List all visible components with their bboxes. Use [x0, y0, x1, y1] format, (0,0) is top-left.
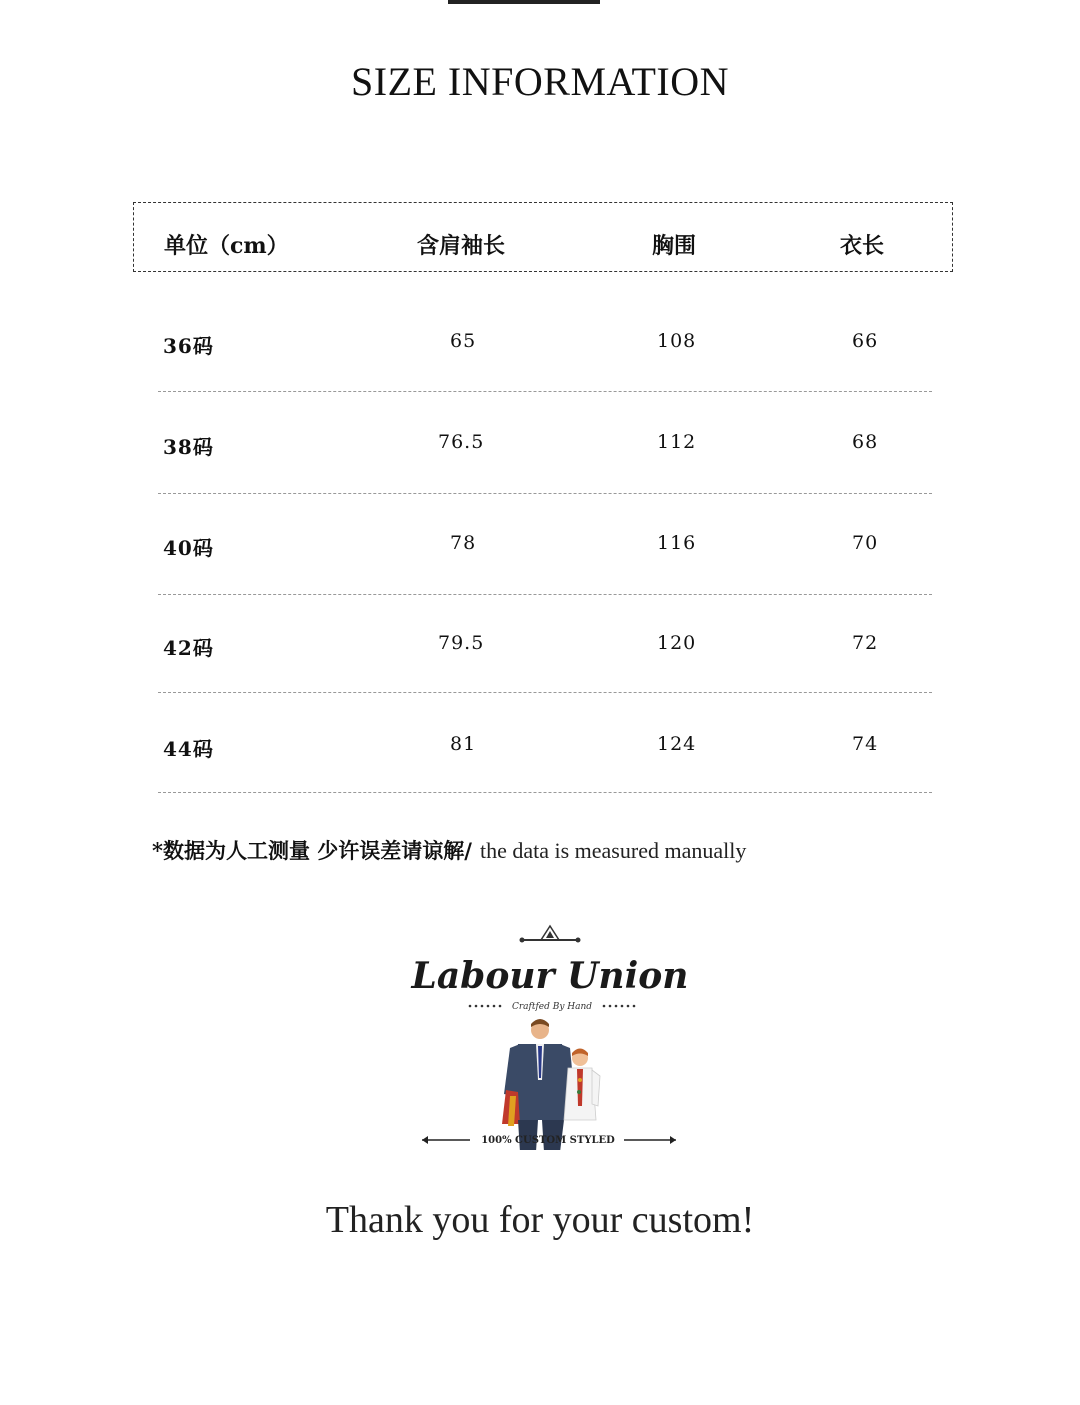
header-unit: 单位（cm）: [164, 233, 289, 259]
header-sleeve-length: 含肩袖长: [417, 233, 506, 259]
labour-union-logo: [410, 920, 690, 1150]
sleeve-cell: 76.5: [438, 431, 485, 453]
logo-banner-text: 100% CUSTOM STYLED: [481, 1135, 615, 1146]
table-row: [0, 431, 1080, 471]
note-chinese: *数据为人工测量 少许误差请谅解/: [152, 838, 472, 863]
thank-you-message: Thank you for your custom!: [325, 1199, 755, 1241]
logo-tagline: Craftfed By Hand: [511, 1002, 593, 1012]
size-cell: 36码: [163, 334, 214, 358]
size-cell: 38码: [163, 435, 214, 459]
size-cell: 40码: [163, 536, 214, 560]
row-divider: [158, 493, 932, 494]
header-garment-length: 衣长: [840, 233, 885, 259]
note-english: the data is measured manually: [479, 838, 747, 863]
man-in-suit-illustration: [502, 1019, 574, 1150]
length-cell: 72: [852, 632, 879, 654]
sleeve-cell: 79.5: [438, 632, 485, 654]
tagline-dots-right: [603, 1005, 636, 1008]
row-divider: [158, 692, 932, 693]
chest-cell: 124: [657, 733, 697, 755]
chest-cell: 108: [657, 330, 697, 352]
header-chest: 胸围: [652, 233, 697, 259]
table-row: [0, 532, 1080, 572]
top-decorative-bar: [448, 0, 600, 4]
sleeve-cell: 78: [450, 532, 477, 554]
table-row: [0, 330, 1080, 370]
page-title: SIZE INFORMATION: [351, 59, 729, 104]
chest-cell: 120: [657, 632, 697, 654]
table-header: [133, 202, 953, 272]
length-cell: 74: [852, 733, 879, 755]
row-divider: [158, 594, 932, 595]
chest-cell: 112: [657, 431, 697, 453]
logo-brand-text: Labour Union: [411, 955, 689, 997]
table-row: [0, 733, 1080, 773]
length-cell: 68: [852, 431, 879, 453]
table-row: [0, 632, 1080, 672]
size-cell: 44码: [163, 737, 214, 761]
chest-cell: 116: [657, 532, 697, 554]
row-divider: [158, 792, 932, 793]
sleeve-cell: 81: [450, 733, 477, 755]
size-cell: 42码: [163, 636, 214, 660]
length-cell: 66: [852, 330, 879, 352]
tagline-dots-left: [469, 1005, 502, 1008]
measurement-note: [152, 835, 746, 865]
length-cell: 70: [852, 532, 879, 554]
ornament-icon: [520, 926, 581, 943]
row-divider: [158, 391, 932, 392]
sleeve-cell: 65: [450, 330, 477, 352]
